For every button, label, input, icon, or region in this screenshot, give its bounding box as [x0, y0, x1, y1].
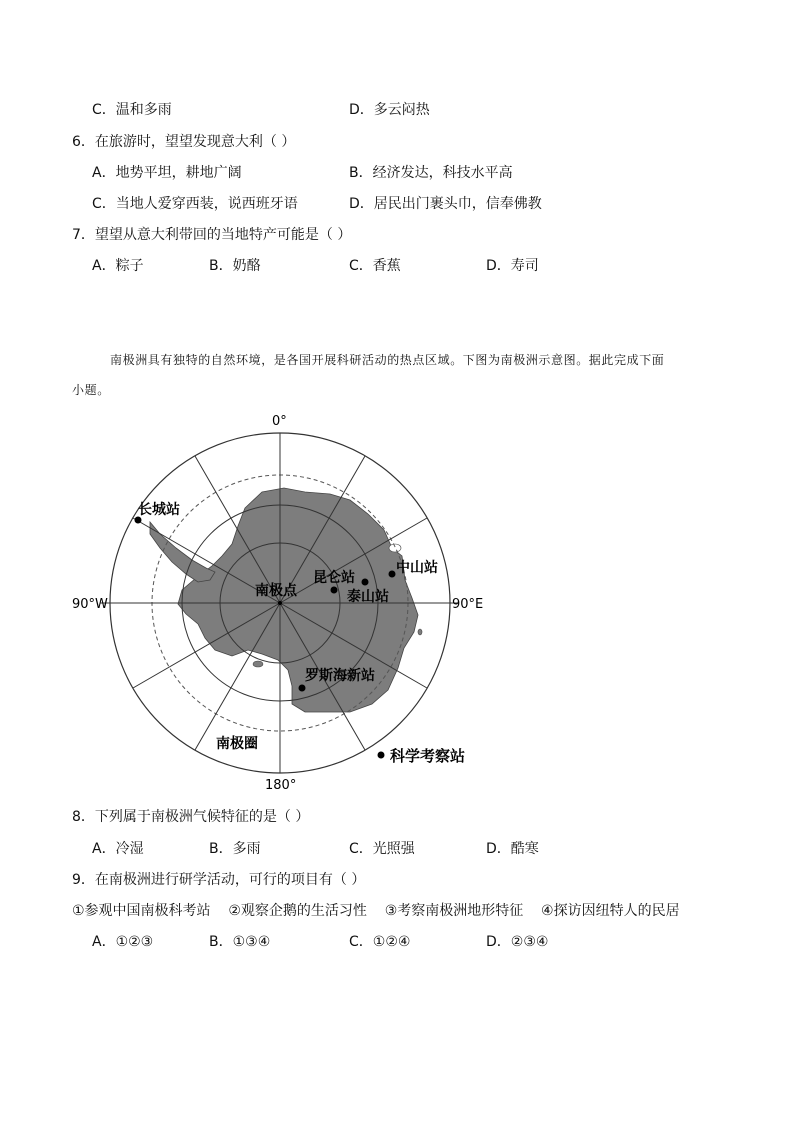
q7-option-d: D．寿司 — [486, 258, 539, 274]
label-180-deg: 180° — [265, 778, 297, 793]
q5-option-d: D．多云闷热 — [349, 102, 430, 118]
q5-option-c: C．温和多雨 — [92, 102, 172, 118]
label-ross-station: 罗斯海新站 — [305, 668, 375, 684]
label-90e: 90°E — [452, 597, 484, 612]
label-90w: 90°W — [72, 597, 108, 612]
label-0-deg: 0° — [272, 414, 287, 429]
q6-option-c: C．当地人爱穿西装，说西班牙语 — [92, 196, 298, 212]
q6-option-b: B．经济发达，科技水平高 — [349, 165, 513, 181]
q7-stem: 7．望望从意大利带回的当地特产可能是（ ） — [72, 227, 352, 243]
island — [418, 629, 422, 635]
q8-option-a: A．冷湿 — [92, 841, 144, 857]
q9-items: ①参观中国南极科考站 ②观察企鹅的生活习性 ③考察南极洲地形特征 ④探访因纽特人的民居 — [72, 903, 680, 919]
label-antarctic-circle: 南极圈 — [216, 736, 258, 752]
legend-station-label: 科学考察站 — [390, 747, 466, 765]
q7-option-b: B．奶酪 — [209, 258, 261, 274]
intro-line-2: 小题。 — [72, 383, 110, 397]
q7-option-c: C．香蕉 — [349, 258, 401, 274]
q9-option-b: B．①③④ — [209, 934, 271, 950]
q9-option-a: A．①②③ — [92, 934, 154, 950]
q9-option-c: C．①②④ — [349, 934, 411, 950]
label-kunlun-station: 昆仑站 — [313, 570, 355, 586]
label-great-wall-station: 长城站 — [138, 502, 180, 518]
q6-option-d: D．居民出门裹头巾，信奉佛教 — [349, 196, 542, 212]
island — [389, 544, 401, 552]
q6-stem: 6．在旅游时，望望发现意大利（ ） — [72, 134, 296, 150]
south-pole-marker — [278, 601, 282, 605]
q8-stem: 8．下列属于南极洲气候特征的是（ ） — [72, 809, 310, 825]
q8-option-b: B．多雨 — [209, 841, 261, 857]
station-taishan-marker — [362, 579, 369, 586]
label-south-pole: 南极点 — [255, 583, 297, 599]
label-zhongshan-station: 中山站 — [396, 560, 438, 576]
station-kunlun-marker — [331, 587, 338, 594]
label-taishan-station: 泰山站 — [347, 589, 389, 605]
island — [253, 661, 263, 667]
q7-option-a: A．粽子 — [92, 258, 144, 274]
station-ross-marker — [299, 685, 306, 692]
q6-option-a: A．地势平坦，耕地广阔 — [92, 165, 242, 181]
q8-option-d: D．酷寒 — [486, 841, 539, 857]
legend-station-marker — [378, 752, 385, 759]
q9-option-d: D．②③④ — [486, 934, 549, 950]
station-zhongshan-marker — [389, 571, 396, 578]
q8-option-c: C．光照强 — [349, 841, 415, 857]
intro-line-1: 南极洲具有独特的自然环境，是各国开展科研活动的热点区域。下图为南极洲示意图。据此完成下面 — [110, 353, 665, 367]
q9-stem: 9．在南极洲进行研学活动，可行的项目有（ ） — [72, 872, 366, 888]
